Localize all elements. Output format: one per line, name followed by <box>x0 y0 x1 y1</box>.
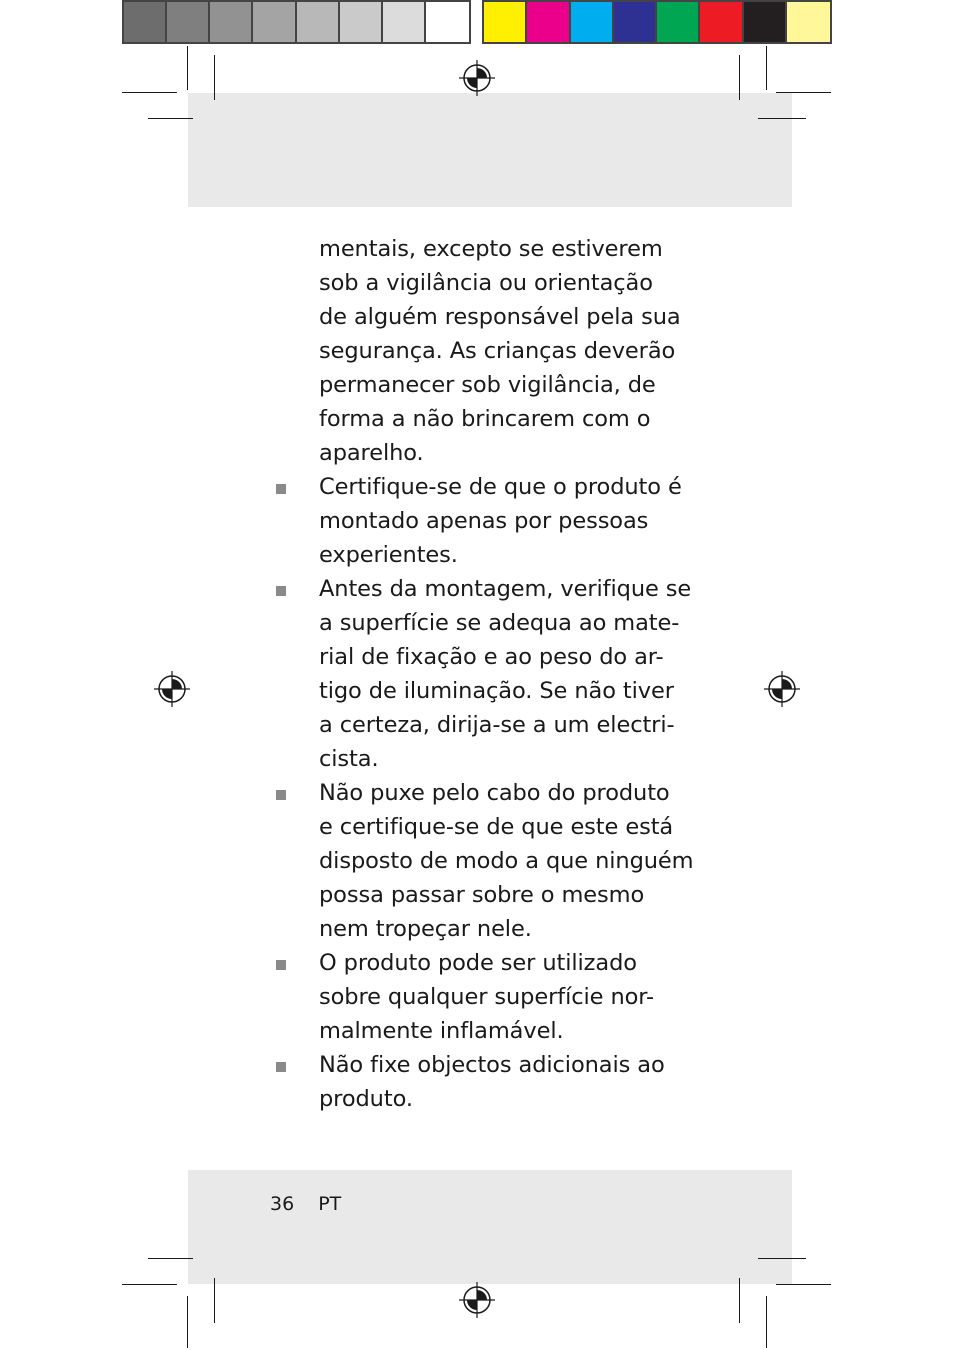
registration-mark-icon <box>459 60 495 96</box>
process-color-swatch <box>527 2 570 42</box>
square-bullet-icon <box>276 586 286 596</box>
gray-swatch <box>297 2 340 42</box>
text-line: e certifique-se de que este está <box>319 814 674 840</box>
text-line: malmente inflamável. <box>319 1018 564 1044</box>
safety-instructions-text <box>319 232 699 1116</box>
process-color-swatch <box>484 2 527 42</box>
text-line: experientes. <box>319 542 458 568</box>
gray-swatch <box>167 2 210 42</box>
text-line: possa passar sobre o mesmo <box>319 882 645 908</box>
text-line: segurança. As crianças deverão <box>319 338 676 364</box>
text-line: sobre qualquer superfície nor- <box>319 984 654 1010</box>
text-line: cista. <box>319 746 379 772</box>
registration-mark-icon <box>154 671 190 707</box>
gray-swatch <box>426 2 469 42</box>
text-line: Antes da montagem, verifique se <box>319 576 692 602</box>
text-line: disposto de modo a que ninguém <box>319 848 694 874</box>
language-code: PT <box>318 1193 342 1215</box>
list-item <box>319 946 699 1048</box>
bullet-list <box>319 470 699 1116</box>
gray-swatch <box>210 2 253 42</box>
list-item <box>319 1048 699 1116</box>
gray-swatch <box>340 2 383 42</box>
text-line: nem tropeçar nele. <box>319 916 532 942</box>
square-bullet-icon <box>276 484 286 494</box>
text-line: montado apenas por pessoas <box>319 508 649 534</box>
list-item <box>319 470 699 572</box>
footer-band <box>188 1170 792 1284</box>
text-line: O produto pode ser utilizado <box>319 950 637 976</box>
intro-paragraph <box>319 232 699 470</box>
text-line: tigo de iluminação. Se não tiver <box>319 678 674 704</box>
text-line: forma a não brincarem com o <box>319 406 651 432</box>
text-line: a certeza, dirija-se a um electri- <box>319 712 675 738</box>
gray-swatch <box>253 2 296 42</box>
gray-swatch <box>124 2 167 42</box>
grayscale-color-bar <box>122 0 471 44</box>
process-color-swatch <box>614 2 657 42</box>
list-item <box>319 776 699 946</box>
text-line: rial de fixação e ao peso do ar- <box>319 644 664 670</box>
text-line: mentais, excepto se estiverem <box>319 236 663 262</box>
process-color-swatch <box>657 2 700 42</box>
page-number: 36 <box>270 1193 295 1215</box>
text-line: aparelho. <box>319 440 424 466</box>
gray-swatch <box>383 2 426 42</box>
square-bullet-icon <box>276 960 286 970</box>
text-line: permanecer sob vigilância, de <box>319 372 656 398</box>
list-item <box>319 572 699 776</box>
header-band <box>188 93 792 207</box>
text-line: Certifique-se de que o produto é <box>319 474 682 500</box>
text-line: a superfície se adequa ao mate- <box>319 610 680 636</box>
process-color-swatch <box>571 2 614 42</box>
text-line: sob a vigilância ou orientação <box>319 270 653 296</box>
registration-mark-icon <box>764 671 800 707</box>
text-line: Não puxe pelo cabo do produto <box>319 780 670 806</box>
text-line: produto. <box>319 1086 413 1112</box>
square-bullet-icon <box>276 790 286 800</box>
process-color-swatch <box>744 2 787 42</box>
registration-mark-icon <box>459 1282 495 1318</box>
process-color-bar <box>482 0 832 44</box>
square-bullet-icon <box>276 1062 286 1072</box>
page-footer <box>270 1193 341 1215</box>
text-line: Não fixe objectos adicionais ao <box>319 1052 665 1078</box>
process-color-swatch <box>787 2 830 42</box>
text-line: de alguém responsável pela sua <box>319 304 681 330</box>
process-color-swatch <box>700 2 743 42</box>
